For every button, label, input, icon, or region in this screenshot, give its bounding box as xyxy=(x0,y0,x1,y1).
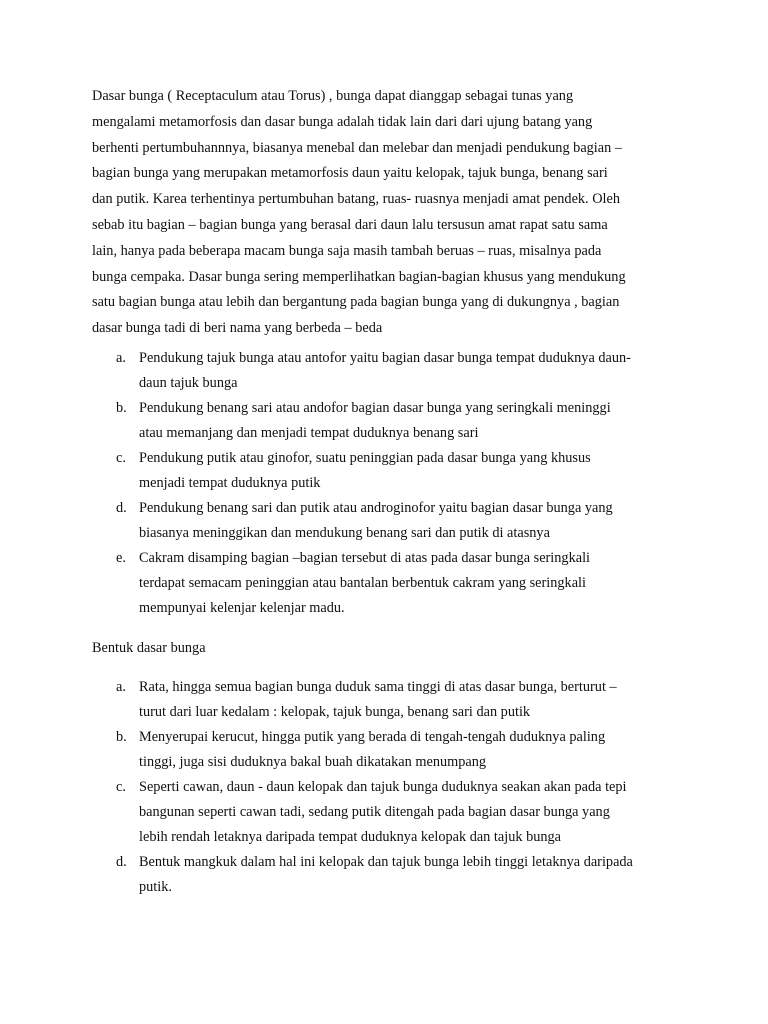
list-item xyxy=(92,850,692,900)
list-item-line: terdapat semacam peninggian atau bantalan berbentuk cakram yang seringkali xyxy=(139,575,586,591)
list-item-line: Pendukung benang sari dan putik atau androginofor yaitu bagian dasar bunga yang xyxy=(139,500,613,516)
list-item-line: Bentuk mangkuk dalam hal ini kelopak dan tajuk bunga lebih tinggi letaknya daripada xyxy=(139,854,633,870)
paragraph-line: dan putik. Karea terhentinya pertumbuhan batang, ruas- ruasnya menjadi amat pendek. Oleh xyxy=(92,191,621,208)
paragraph-line: Dasar bunga ( Receptaculum atau Torus) , bunga dapat dianggap sebagai tunas yang xyxy=(92,88,574,104)
list-item-line: Menyerupai kerucut, hingga putik yang berada di tengah-tengah duduknya paling xyxy=(139,729,606,745)
list-marker: b. xyxy=(116,400,127,416)
list-item-line: turut dari luar kedalam : kelopak, tajuk bunga, benang sari dan putik xyxy=(139,704,531,720)
list-marker: d. xyxy=(116,500,127,516)
list-item-line: putik. xyxy=(139,879,172,895)
list-item-line: Pendukung putik atau ginofor, suatu peninggian pada dasar bunga yang khusus xyxy=(139,450,591,466)
list-item-line: Pendukung benang sari atau andofor bagian dasar bunga yang seringkali meninggi xyxy=(139,400,611,416)
paragraph-line: sebab itu bagian – bagian bunga yang berasal dari daun lalu tersusun amat rapat satu sama xyxy=(92,216,608,233)
intro-paragraph xyxy=(92,84,682,342)
list-item xyxy=(92,546,692,621)
list-marker: c. xyxy=(116,779,126,795)
list-item-line: menjadi tempat duduknya putik xyxy=(139,475,321,491)
list-item xyxy=(92,725,692,775)
list-marker: d. xyxy=(116,854,127,870)
list-item-line: tinggi, juga sisi duduknya bakal buah dikatakan menumpang xyxy=(139,754,487,770)
receptacle-shapes-list xyxy=(92,675,692,900)
paragraph-line: bunga cempaka. Dasar bunga sering memperlihatkan bagian-bagian khusus yang mendukung xyxy=(92,268,626,285)
list-item-line: atau memanjang dan menjadi tempat duduknya benang sari xyxy=(139,425,479,441)
paragraph-line: dasar bunga tadi di beri nama yang berbeda – beda xyxy=(92,320,383,337)
list-item-line: biasanya meninggikan dan mendukung benang sari dan putik di atasnya xyxy=(139,525,550,541)
list-item-line: Pendukung tajuk bunga atau antofor yaitu bagian dasar bunga tempat duduknya daun- xyxy=(139,350,631,366)
list-item-line: mempunyai kelenjar kelenjar madu. xyxy=(139,600,345,616)
list-marker: b. xyxy=(116,729,127,745)
receptacle-parts-list xyxy=(92,346,692,621)
list-item-line: Rata, hingga semua bagian bunga duduk sama tinggi di atas dasar bunga, berturut – xyxy=(139,679,617,695)
section-heading: Bentuk dasar bunga xyxy=(92,640,206,656)
paragraph-line: satu bagian bunga atau lebih dan bergantung pada bagian bunga yang di dukungnya , bagian xyxy=(92,294,620,311)
list-item-line: bangunan seperti cawan tadi, sedang putik ditengah pada bagian dasar bunga yang xyxy=(139,804,610,820)
list-item-line: daun tajuk bunga xyxy=(139,375,238,391)
paragraph-line: berhenti pertumbuhannnya, biasanya menebal dan melebar dan menjadi pendukung bagian – xyxy=(92,139,622,156)
list-item xyxy=(92,346,692,396)
list-item xyxy=(92,496,692,546)
list-item xyxy=(92,446,692,496)
list-item-line: lebih rendah letaknya daripada tempat duduknya kelopak dan tajuk bunga xyxy=(139,829,562,845)
paragraph-line: mengalami metamorfosis dan dasar bunga adalah tidak lain dari dari ujung batang yang xyxy=(92,113,593,130)
list-marker: a. xyxy=(116,350,126,366)
paragraph-line: bagian bunga yang merupakan metamorfosis daun yaitu kelopak, tajuk bunga, benang sari xyxy=(92,165,608,182)
list-item xyxy=(92,775,692,850)
list-marker: a. xyxy=(116,679,126,695)
paragraph-line: lain, hanya pada beberapa macam bunga saja masih tambah beruas – ruas, misalnya pada xyxy=(92,242,602,259)
list-item xyxy=(92,396,692,446)
list-item xyxy=(92,675,692,725)
list-marker: e. xyxy=(116,550,126,566)
list-item-line: Cakram disamping bagian –bagian tersebut di atas pada dasar bunga seringkali xyxy=(139,550,591,566)
list-item-line: Seperti cawan, daun - daun kelopak dan tajuk bunga duduknya seakan akan pada tepi xyxy=(139,779,627,795)
list-marker: c. xyxy=(116,450,126,466)
